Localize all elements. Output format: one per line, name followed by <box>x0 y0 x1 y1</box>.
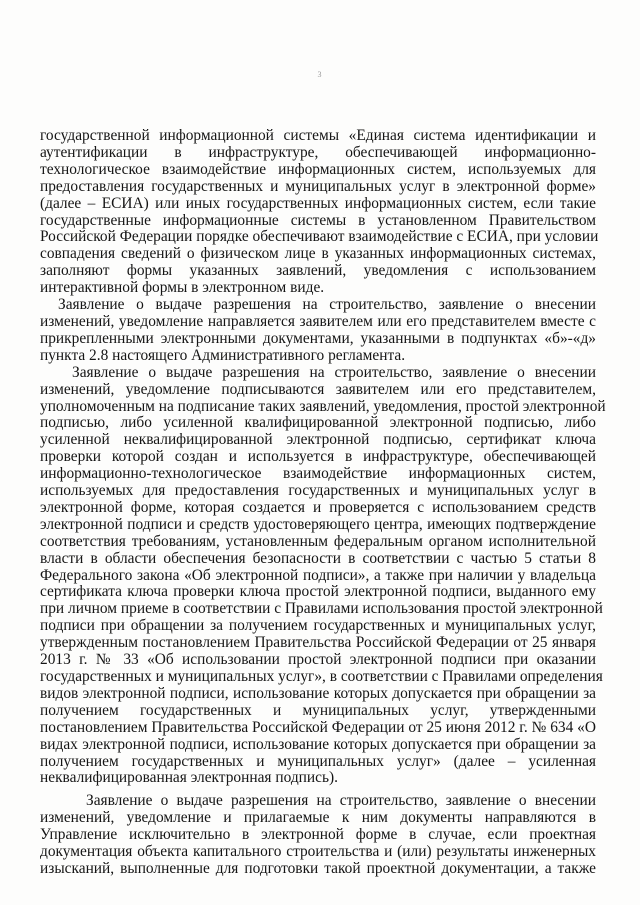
text-line: используемых для предоставления государственных и муниципальных услуг в <box>40 482 596 500</box>
text-line: власти в области обеспечения безопасности в соответствии с частью 5 статьи 8 <box>40 549 596 567</box>
text-line: видах электронной подписи, использование которых допускается при обращении за <box>40 735 596 753</box>
text-line: получением государственных и муниципальных услуг, утвержденными <box>40 701 596 719</box>
text-line: Заявление о выдаче разрешения на строительство, заявление о внесении <box>58 296 596 314</box>
text-line: изменений, уведомление и прилагаемые к ним документы направляются в <box>40 809 596 827</box>
text-line: проверки которой создан и используется в инфраструктуре, обеспечивающей <box>40 448 596 466</box>
text-line: электронной форме, которая создается и проверяется с использованием средств <box>40 498 596 516</box>
text-line: информационно-технологическое взаимодействие информационных систем, <box>40 465 596 483</box>
text-line: Заявление о выдаче разрешения на строительство, заявление о внесении <box>72 363 596 381</box>
text-line: государственной информационной системы «Единая система идентификации и <box>40 127 596 144</box>
text-line: Федерального закона «Об электронной подписи», а также при наличии у владельца <box>40 566 596 584</box>
paragraph-electronic-only <box>40 793 596 878</box>
text-line: Заявление о выдаче разрешения на строительство, заявление о внесении <box>86 792 596 810</box>
text-line: усиленной неквалифицированной электронной подписью, сертификат ключа <box>40 431 596 449</box>
text-line: совпадения сведений о физическом лице в указанных информационных системах, <box>40 245 596 263</box>
text-line: аутентификации в инфраструктуре, обеспечивающей информационно- <box>40 143 596 161</box>
text-line: государственные информационные системы в установленном Правительством <box>40 211 596 229</box>
paragraph-esia-conditions <box>40 127 599 297</box>
text-line: Российской Федерации порядке обеспечивают взаимодействие с ЕСИА, при условии <box>40 228 599 246</box>
text-line: подписью, либо усиленной квалифицированной электронной подписью, либо <box>40 414 596 432</box>
document-body <box>40 127 606 878</box>
text-line: изменений, уведомление подписываются заявителем или его представителем, <box>40 380 596 398</box>
text-line: 2013 г. № 33 «Об использовании простой электронной подписи при оказании <box>40 651 596 669</box>
text-line: постановлением Правительства Российской Федерации от 25 июня 2012 г. № 634 «О <box>40 718 596 736</box>
text-line: предоставления государственных и муниципальных услуг в электронной форме» <box>40 177 596 195</box>
paragraph-submission <box>40 297 596 365</box>
text-line: государственных и муниципальных услуг», в соответствии с Правилами определения <box>40 668 603 685</box>
text-line: при личном приеме в соответствии с Правилами использования простой электронной <box>40 600 603 618</box>
text-line: получением государственных и муниципальных услуг» (далее – усиленная <box>40 752 596 770</box>
page-number: 3 <box>317 70 323 79</box>
text-line: пункта 2.8 настоящего Административного регламента. <box>40 346 406 364</box>
text-line: утвержденным постановлением Правительства Российской Федерации от 25 января <box>40 634 596 652</box>
text-line: интерактивной формы в электронном виде. <box>40 279 325 297</box>
text-line: сертификата ключа проверки ключа простой электронной подписи, выданного ему <box>40 583 596 601</box>
text-line: документация объекта капитального строительства и (или) результаты инженерных <box>40 843 596 861</box>
text-line: изысканий, выполненные для подготовки такой проектной документации, а также <box>40 859 596 877</box>
text-line: прикрепленными электронными документами, указанными в подпунктах «б»-«д» <box>40 329 596 347</box>
text-line: подписи при обращении за получением государственных и муниципальных услуг, <box>40 617 596 635</box>
text-line: неквалифицированная электронная подпись). <box>40 769 338 787</box>
text-line: соответствия требованиям, установленным федеральным органом исполнительной <box>40 532 596 550</box>
text-line: уполномоченным на подписание таких заявлений, уведомления, простой электронной <box>40 397 606 415</box>
text-line: видов электронной подписи, использование которых допускается при обращении за <box>40 684 596 702</box>
text-line: технологическое взаимодействие информационных систем, используемых для <box>40 160 596 178</box>
text-line: заполняют формы указанных заявлений, уведомления с использованием <box>40 262 596 280</box>
text-line: Управление исключительно в электронной форме в случае, если проектная <box>40 826 596 844</box>
paragraph-signatures <box>40 363 606 788</box>
text-line: электронной подписи и средств удостоверяющего центра, имеющих подтверждение <box>40 515 596 533</box>
text-line: (далее – ЕСИА) или иных государственных информационных систем, если такие <box>40 194 596 212</box>
text-line: изменений, уведомление направляется заявителем или его представителем вместе с <box>40 312 596 330</box>
